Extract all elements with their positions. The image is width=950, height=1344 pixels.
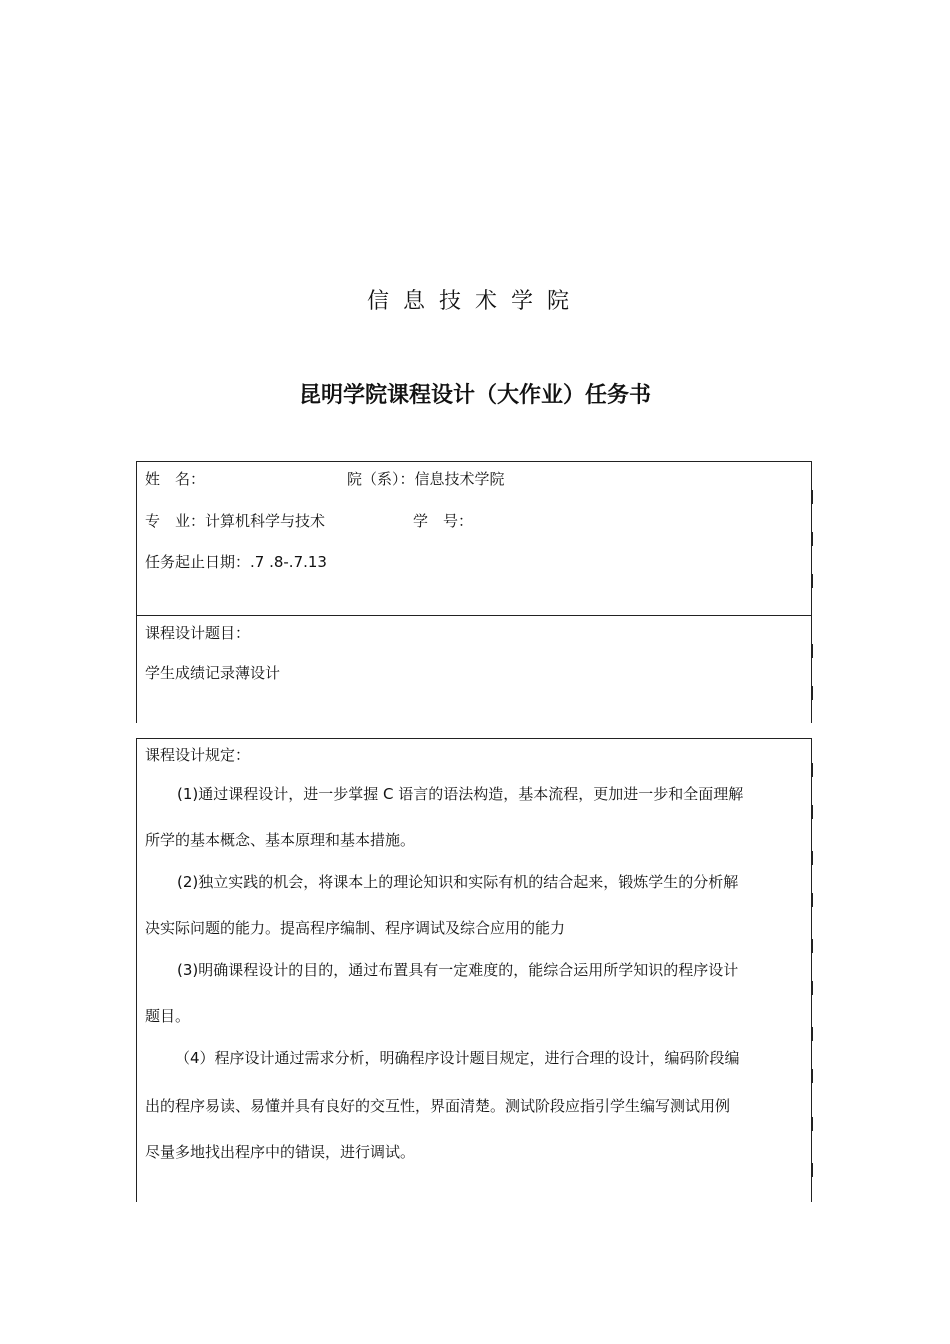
border-tick (811, 1163, 813, 1177)
requirement-line: 出的程序易读、易懂并具有良好的交互性，界面清楚。测试阶段应指引学生编写测试用例 (145, 1097, 731, 1115)
border-tick (811, 893, 813, 907)
college-heading: 信息技术学院 (366, 289, 583, 314)
info-box (136, 461, 812, 723)
border-tick (811, 1117, 813, 1131)
requirement-line: 所学的基本概念、基本原理和基本措施。 (145, 831, 416, 849)
border-tick (811, 532, 813, 546)
task-dates-label: 任务起止日期：.7 .8-.7.13 (145, 553, 327, 571)
requirement-line: (1)通过课程设计，进一步掌握 C 语言的语法构造，基本流程，更加进一步和全面理解 (177, 785, 744, 803)
topic-label: 课程设计题目： (145, 624, 251, 642)
border-tick (811, 981, 813, 995)
border-tick (811, 1027, 813, 1041)
border-tick (811, 490, 813, 504)
border-tick (811, 805, 813, 819)
requirement-line: (3)明确课程设计的目的，通过布置具有一定难度的，能综合运用所学知识的程序设计 (177, 961, 739, 979)
student-id-label: 学 号： (413, 512, 474, 530)
border-tick (811, 644, 813, 658)
requirement-line: 题目。 (145, 1007, 191, 1025)
border-tick (811, 574, 813, 588)
section-divider (137, 615, 811, 616)
border-tick (811, 851, 813, 865)
requirement-line: (2)独立实践的机会，将课本上的理论知识和实际有机的结合起来，锻炼学生的分析解 (177, 873, 739, 891)
border-tick (811, 1069, 813, 1083)
major-label: 专 业：计算机科学与技术 (145, 512, 326, 530)
requirement-line: 决实际问题的能力。提高程序编制、程序调试及综合应用的能力 (145, 919, 566, 937)
document-title: 昆明学院课程设计（大作业）任务书 (298, 383, 651, 408)
requirement-line: 尽量多地找出程序中的错误，进行调试。 (145, 1143, 416, 1161)
requirement-line: （4）程序设计通过需求分析，明确程序设计题目规定，进行合理的设计，编码阶段编 (175, 1049, 740, 1067)
department-label: 院（系）：信息技术学院 (347, 470, 505, 488)
requirements-label: 课程设计规定： (145, 746, 251, 764)
border-tick (811, 939, 813, 953)
name-label: 姓 名： (145, 470, 206, 488)
topic-value: 学生成绩记录薄设计 (145, 664, 281, 682)
border-tick (811, 686, 813, 700)
border-tick (811, 763, 813, 777)
requirements-box (136, 738, 812, 1202)
